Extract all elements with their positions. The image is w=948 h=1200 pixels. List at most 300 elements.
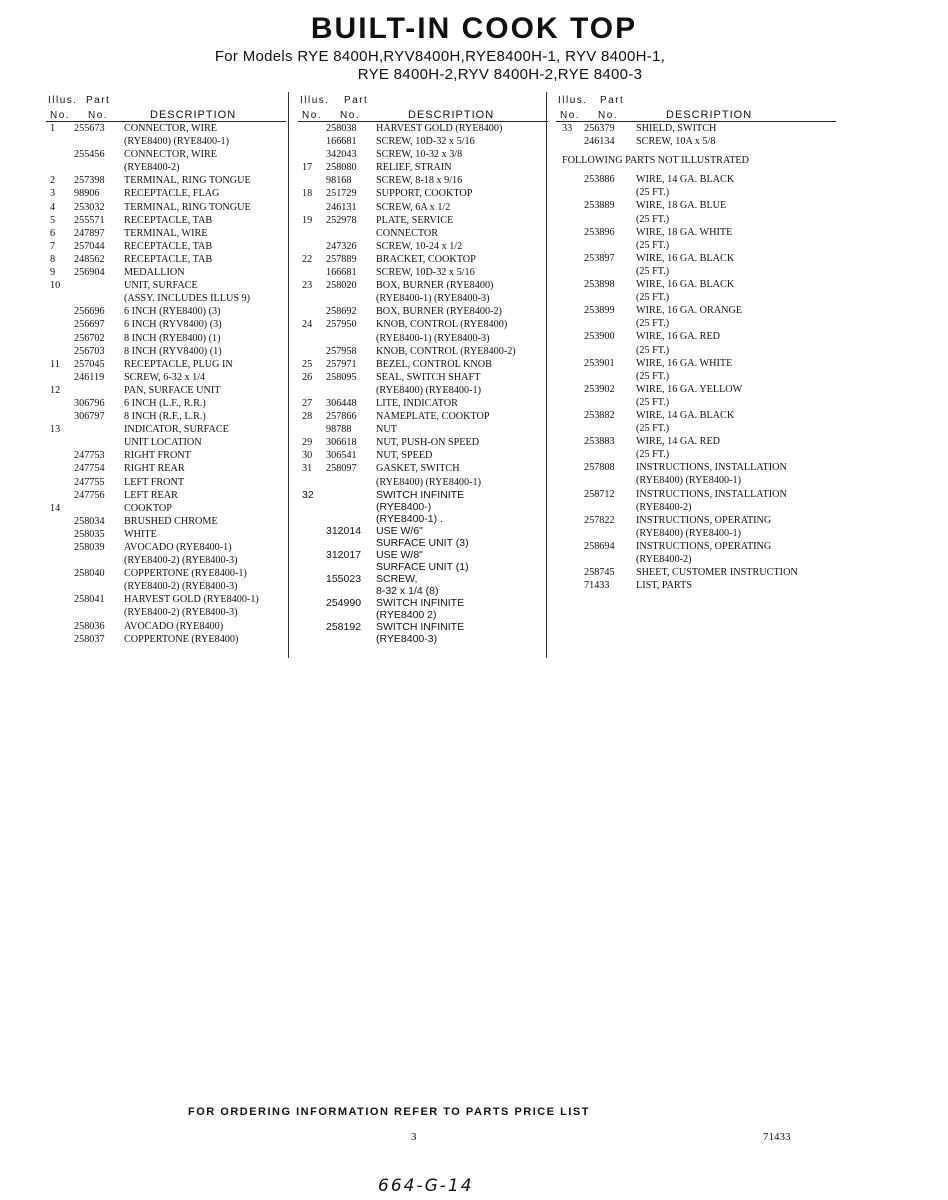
part-number: 254990	[326, 596, 362, 609]
parts-rows	[556, 122, 836, 592]
part-description: BEZEL, CONTROL KNOB	[376, 358, 492, 370]
part-number: 253900	[584, 331, 615, 343]
part-number: 258097	[326, 463, 357, 475]
part-description: (ASSY. INCLUDES ILLUS 9)	[124, 293, 251, 305]
part-description: TERMINAL, RING TONGUE	[124, 201, 251, 213]
table-row	[46, 633, 286, 646]
illus-number: 12	[50, 384, 61, 396]
illus-number: 29	[302, 437, 313, 449]
part-number: 253902	[584, 383, 615, 395]
part-description: RIGHT REAR	[124, 463, 185, 475]
part-number: 258034	[74, 515, 105, 527]
table-row	[46, 201, 286, 214]
part-number: 71433	[584, 580, 610, 592]
part-description: 8 INCH (RYV8400) (1)	[124, 345, 222, 357]
part-description: RECEPTACLE, FLAG	[124, 188, 220, 200]
part-number: 258192	[326, 620, 362, 633]
table-row	[298, 332, 548, 345]
table-row	[46, 593, 286, 606]
part-description: SCREW, 6A x 1/2	[376, 201, 451, 213]
table-row	[556, 344, 836, 357]
part-description: (RYE8400-2)	[636, 501, 692, 513]
part-description: SCREW, 10D-32 x 5/16	[376, 136, 475, 148]
part-description: (RYE8400) (RYE8400-1)	[636, 475, 741, 487]
table-row	[298, 609, 548, 621]
part-description: INSTRUCTIONS, OPERATING	[636, 514, 772, 526]
part-number: 258745	[584, 567, 615, 579]
part-number: 312017	[326, 548, 362, 561]
header-part-no: No.	[340, 110, 361, 121]
header-part: Part	[600, 95, 625, 106]
part-description: WIRE, 18 GA. BLUE	[636, 200, 727, 212]
part-description: WIRE, 16 GA. WHITE	[636, 357, 733, 369]
part-description: SCREW, 8-18 x 9/16	[376, 175, 463, 187]
table-row	[298, 476, 548, 489]
table-row	[46, 423, 286, 436]
table-row	[46, 528, 286, 541]
part-description: INDICATOR, SURFACE	[124, 424, 229, 436]
column-divider	[288, 92, 289, 658]
table-row	[46, 279, 286, 292]
table-row	[556, 173, 836, 186]
part-description: USE W/6"	[376, 524, 423, 537]
table-row	[556, 461, 836, 474]
table-row	[298, 358, 548, 371]
part-number: 258038	[326, 123, 357, 134]
illus-number: 23	[302, 280, 313, 292]
part-number: 257971	[326, 358, 357, 370]
part-description: BOX, BURNER (RYE8400)	[376, 280, 494, 292]
part-number: 258036	[74, 620, 105, 632]
part-number: 248562	[74, 253, 105, 265]
illus-number: 5	[50, 214, 56, 226]
part-description: WIRE, 16 GA. YELLOW	[636, 383, 743, 395]
table-row	[46, 214, 286, 227]
part-description: (25 FT.)	[636, 239, 670, 251]
table-row	[556, 265, 836, 278]
table-row	[46, 515, 286, 528]
part-description: LIST, PARTS	[636, 580, 692, 592]
part-number: 258020	[326, 280, 357, 292]
part-number: 98168	[326, 175, 352, 187]
column-header	[46, 92, 286, 122]
table-row	[556, 330, 836, 343]
header-illus-no: No.	[560, 110, 581, 121]
part-description: (25 FT.)	[636, 213, 670, 225]
part-description: (25 FT.)	[636, 423, 670, 435]
part-description: (RYE8400-2)	[636, 554, 692, 565]
table-row	[556, 527, 836, 540]
part-description: SHIELD, SWITCH	[636, 123, 717, 134]
part-number: 166681	[326, 136, 357, 148]
table-row	[298, 397, 548, 410]
part-number: 253889	[584, 200, 615, 212]
part-description: NUT, SPEED	[376, 450, 433, 462]
part-number: 256702	[74, 332, 105, 344]
part-description: (RYE8400-2) (RYE8400-3)	[124, 555, 238, 567]
illus-number: 28	[302, 411, 313, 423]
table-row	[298, 561, 548, 573]
part-description: INSTRUCTIONS, INSTALLATION	[636, 462, 787, 474]
part-description: (RYE8400) (RYE8400-1)	[376, 476, 481, 488]
part-number: 246131	[326, 201, 357, 213]
part-description: 8 INCH (RYE8400) (1)	[124, 332, 221, 344]
part-description: TERMINAL, WIRE	[124, 227, 208, 239]
illus-number: 31	[302, 463, 313, 475]
part-number: 257398	[74, 175, 105, 187]
header-part: Part	[86, 95, 111, 106]
part-description: COPPERTONE (RYE8400)	[124, 633, 239, 645]
illus-number: 17	[302, 162, 313, 174]
parts-column-3	[556, 92, 836, 592]
table-row	[556, 226, 836, 239]
part-number: 306796	[74, 397, 105, 409]
illus-number: 4	[50, 201, 56, 213]
table-row	[298, 537, 548, 549]
part-description: WIRE, 16 GA. RED	[636, 331, 721, 343]
part-number: 247756	[74, 489, 105, 501]
table-row	[298, 633, 548, 645]
part-number: 253883	[584, 436, 615, 448]
part-description: SCREW, 10-24 x 1/2	[376, 240, 463, 252]
part-description: NUT	[376, 424, 397, 436]
header-description: DESCRIPTION	[150, 109, 237, 121]
part-number: 255456	[74, 149, 105, 161]
part-description: (RYE8400-2)	[124, 162, 180, 174]
part-number: 257822	[584, 514, 615, 526]
part-number: 306618	[326, 437, 357, 449]
table-row	[556, 488, 836, 501]
part-description: SCREW, 10D-32 x 5/16	[376, 267, 475, 279]
part-description: SEAL, SWITCH SHAFT	[376, 371, 481, 383]
table-row	[298, 122, 548, 135]
table-row	[298, 266, 548, 279]
part-number: 256697	[74, 319, 105, 331]
table-row	[298, 371, 548, 384]
part-number: 247753	[74, 450, 105, 462]
illus-number: 9	[50, 267, 56, 279]
part-description: SCREW,	[376, 572, 418, 585]
table-row	[298, 462, 548, 475]
table-row	[298, 384, 548, 397]
part-number: 258095	[326, 371, 357, 383]
part-number: 257889	[326, 253, 357, 265]
table-row	[46, 148, 286, 161]
illus-number: 26	[302, 371, 313, 383]
illus-number: 30	[302, 450, 313, 462]
part-description: (25 FT.)	[636, 370, 670, 382]
part-description: AVOCADO (RYE8400)	[124, 620, 224, 632]
part-description: KNOB, CONTROL (RYE8400-2)	[376, 345, 516, 357]
part-number: 258039	[74, 542, 105, 553]
table-row	[46, 358, 286, 371]
table-row	[556, 383, 836, 396]
table-row	[46, 371, 286, 384]
part-description: (RYE8400-1) (RYE8400-3)	[376, 332, 490, 344]
illus-number: 6	[50, 227, 56, 239]
part-number: 247897	[74, 227, 105, 239]
part-description: (25 FT.)	[636, 449, 670, 461]
part-description: WIRE, 18 GA. WHITE	[636, 226, 733, 238]
part-number: 258080	[326, 162, 357, 174]
document-number: 71433	[763, 1131, 791, 1143]
part-description: (RYE8400-2) (RYE8400-3)	[124, 607, 238, 619]
illus-number: 2	[50, 175, 56, 187]
part-description: HARVEST GOLD (RYE8400-1)	[124, 594, 259, 606]
table-row	[556, 435, 836, 448]
header-illus: Illus.	[48, 95, 78, 106]
part-description: SWITCH INFINITE	[376, 620, 465, 633]
part-number: 247326	[326, 240, 357, 252]
part-description: WIRE, 16 GA. BLACK	[636, 252, 735, 264]
table-row	[556, 278, 836, 291]
table-row	[46, 580, 286, 593]
table-row	[46, 489, 286, 502]
header-description: DESCRIPTION	[408, 109, 495, 121]
part-number: 306448	[326, 397, 357, 409]
part-description: BRUSHED CHROME	[124, 515, 218, 527]
section-heading	[556, 154, 836, 167]
part-number: 257958	[326, 345, 357, 357]
header-part-no: No.	[598, 110, 619, 121]
table-row	[556, 566, 836, 579]
part-number: 257950	[326, 319, 357, 331]
header-part-no: No.	[88, 110, 109, 121]
table-row	[556, 501, 836, 514]
table-row	[298, 436, 548, 449]
table-row	[298, 525, 548, 537]
table-row	[556, 291, 836, 304]
part-description: SWITCH INFINITE	[376, 488, 465, 501]
table-row	[298, 292, 548, 305]
table-row	[298, 305, 548, 318]
document-title: BUILT-IN COOK TOP	[310, 12, 638, 45]
models-line-2: RYE 8400H-2,RYV 8400H-2,RYE 8400-3	[357, 66, 643, 83]
part-description: 8 INCH (R.F., L.R.)	[124, 411, 206, 423]
column-header	[298, 92, 548, 122]
part-description: RECEPTACLE, TAB	[124, 214, 213, 226]
part-description: PLATE, SERVICE	[376, 214, 454, 226]
part-number: 306797	[74, 411, 105, 423]
table-row	[46, 476, 286, 489]
part-description: SCREW, 10A x 5/8	[636, 136, 716, 148]
part-description: BRACKET, COOKTOP	[376, 253, 476, 265]
table-row	[556, 252, 836, 265]
ordering-note: FOR ORDERING INFORMATION REFER TO PARTS PRICE LIST	[188, 1106, 590, 1118]
table-row	[298, 489, 548, 501]
part-description: (RYE8400) (RYE8400-1)	[124, 136, 229, 148]
parts-column-2	[298, 92, 548, 645]
part-number: 253898	[584, 279, 615, 291]
part-description: SURFACE UNIT (3)	[376, 536, 469, 549]
table-row	[46, 397, 286, 410]
models-line-1: For Models RYE 8400H,RYV8400H,RYE8400H-1, RYV 8400H-1,	[214, 48, 666, 65]
table-row	[46, 436, 286, 449]
part-description: (RYE8400-1) (RYE8400-3)	[376, 293, 490, 305]
table-row	[556, 122, 836, 135]
table-row	[46, 253, 286, 266]
part-number: 246119	[74, 371, 105, 383]
part-number: 256703	[74, 345, 105, 357]
part-number: 256379	[584, 123, 615, 134]
part-number: 342043	[326, 149, 357, 161]
part-description: GASKET, SWITCH	[376, 463, 460, 475]
table-row	[298, 148, 548, 161]
part-number: 155023	[326, 572, 362, 585]
table-row	[556, 540, 836, 553]
models-subtitle	[160, 48, 720, 84]
part-number: 253882	[584, 409, 615, 421]
part-description: KNOB, CONTROL (RYE8400)	[376, 319, 508, 331]
table-row	[46, 410, 286, 423]
illus-number: 22	[302, 253, 313, 265]
part-description: SURFACE UNIT (1)	[376, 560, 469, 573]
illus-number: 27	[302, 397, 313, 409]
part-description: WIRE, 14 GA. BLACK	[636, 409, 735, 421]
part-description: RIGHT FRONT	[124, 450, 191, 462]
part-description: COOKTOP	[124, 502, 172, 514]
table-row	[298, 161, 548, 174]
part-number: 247755	[74, 476, 105, 488]
illus-number: 11	[50, 358, 60, 370]
part-description: 6 INCH (L.F., R.R.)	[124, 397, 206, 409]
part-number: 253886	[584, 174, 615, 186]
column-header	[556, 92, 836, 122]
table-row	[556, 239, 836, 252]
part-description: WIRE, 16 GA. ORANGE	[636, 305, 743, 317]
part-description: SWITCH INFINITE	[376, 596, 465, 609]
part-description: NAMEPLATE, COOKTOP	[376, 411, 490, 423]
table-row	[46, 227, 286, 240]
part-description: PAN, SURFACE UNIT	[124, 384, 221, 396]
part-description: CONNECTOR	[376, 227, 439, 239]
part-description: CONNECTOR, WIRE	[124, 149, 218, 161]
table-row	[298, 423, 548, 436]
part-description: (RYE8400-)	[376, 500, 432, 513]
table-row	[556, 474, 836, 487]
table-row	[46, 541, 286, 554]
part-number: 306541	[326, 450, 357, 462]
table-row	[556, 579, 836, 592]
table-row	[46, 554, 286, 567]
part-description: CONNECTOR, WIRE	[124, 123, 218, 134]
part-description: (RYE8400 2)	[376, 608, 437, 621]
illus-number: 24	[302, 319, 313, 331]
table-row	[298, 187, 548, 200]
table-row	[46, 161, 286, 174]
part-description: MEDALLION	[124, 267, 185, 279]
part-description: RECEPTACLE, TAB	[124, 253, 213, 265]
table-row	[298, 549, 548, 561]
parts-rows	[46, 122, 286, 646]
table-row	[556, 422, 836, 435]
illus-number: 8	[50, 253, 56, 265]
part-number: 258694	[584, 540, 615, 552]
table-row	[298, 597, 548, 609]
table-row	[556, 553, 836, 566]
part-description: SCREW, 10-32 x 3/8	[376, 149, 463, 161]
illus-number: 25	[302, 358, 313, 370]
part-description: LEFT FRONT	[124, 476, 185, 488]
table-row	[556, 304, 836, 317]
table-row	[298, 279, 548, 292]
part-number: 253899	[584, 305, 615, 317]
part-description: COPPERTONE (RYE8400-1)	[124, 568, 247, 580]
table-row	[46, 449, 286, 462]
illus-number: 14	[50, 502, 61, 514]
part-description: INSTRUCTIONS, INSTALLATION	[636, 488, 787, 500]
illus-number: 33	[562, 123, 573, 134]
table-row	[46, 462, 286, 475]
part-description: 8-32 x 1/4 (8)	[376, 584, 439, 597]
header-part: Part	[344, 95, 369, 106]
part-description: INSTRUCTIONS, OPERATING	[636, 540, 772, 552]
part-number: 253897	[584, 252, 615, 264]
table-row	[556, 396, 836, 409]
table-row	[46, 240, 286, 253]
table-row	[298, 410, 548, 423]
part-number: 253896	[584, 226, 615, 238]
table-row	[298, 449, 548, 462]
table-row	[46, 122, 286, 135]
illus-number: 18	[302, 188, 313, 200]
table-row	[46, 318, 286, 331]
part-description: SCREW, 6-32 x 1/4	[124, 371, 206, 383]
part-description: 6 INCH (RYE8400) (3)	[124, 306, 221, 318]
table-row	[46, 606, 286, 619]
header-illus-no: No.	[302, 110, 323, 121]
part-description: (25 FT.)	[636, 187, 670, 199]
part-number: 257808	[584, 462, 615, 474]
part-number: 257044	[74, 240, 105, 252]
table-row	[298, 201, 548, 214]
part-description: (RYE8400-3)	[376, 632, 438, 645]
table-row	[556, 370, 836, 383]
part-description: (25 FT.)	[636, 318, 670, 330]
illus-number: 19	[302, 214, 313, 226]
part-description: UNIT LOCATION	[124, 437, 202, 449]
part-description: (RYE8400-2) (RYE8400-3)	[124, 581, 238, 593]
table-row	[46, 187, 286, 200]
part-description: WHITE	[124, 528, 157, 540]
table-row	[298, 253, 548, 266]
part-description: 6 INCH (RYV8400) (3)	[124, 319, 222, 331]
table-row	[556, 135, 836, 148]
part-number: 258040	[74, 568, 105, 580]
part-description: SUPPORT, COOKTOP	[376, 188, 473, 200]
part-description: WIRE, 14 GA. BLACK	[636, 174, 735, 186]
table-row	[46, 305, 286, 318]
part-number: 251729	[326, 188, 357, 200]
table-row	[298, 214, 548, 227]
table-row	[556, 199, 836, 212]
part-number: 258692	[326, 306, 357, 318]
table-row	[46, 502, 286, 515]
part-number: 247754	[74, 463, 105, 475]
part-number: 255571	[74, 214, 105, 226]
header-illus: Illus.	[300, 95, 330, 106]
part-number: 255673	[74, 123, 105, 134]
table-row	[46, 174, 286, 187]
part-description: WIRE, 14 GA. RED	[636, 436, 721, 448]
part-description: RECEPTACLE, PLUG IN	[124, 358, 233, 370]
part-number: 258041	[74, 594, 105, 606]
table-row	[298, 227, 548, 240]
handwritten-note: 664-G-14	[378, 1176, 474, 1196]
part-description: WIRE, 16 GA. BLACK	[636, 279, 735, 291]
part-number: 256696	[74, 306, 105, 318]
part-number: 166681	[326, 267, 357, 279]
